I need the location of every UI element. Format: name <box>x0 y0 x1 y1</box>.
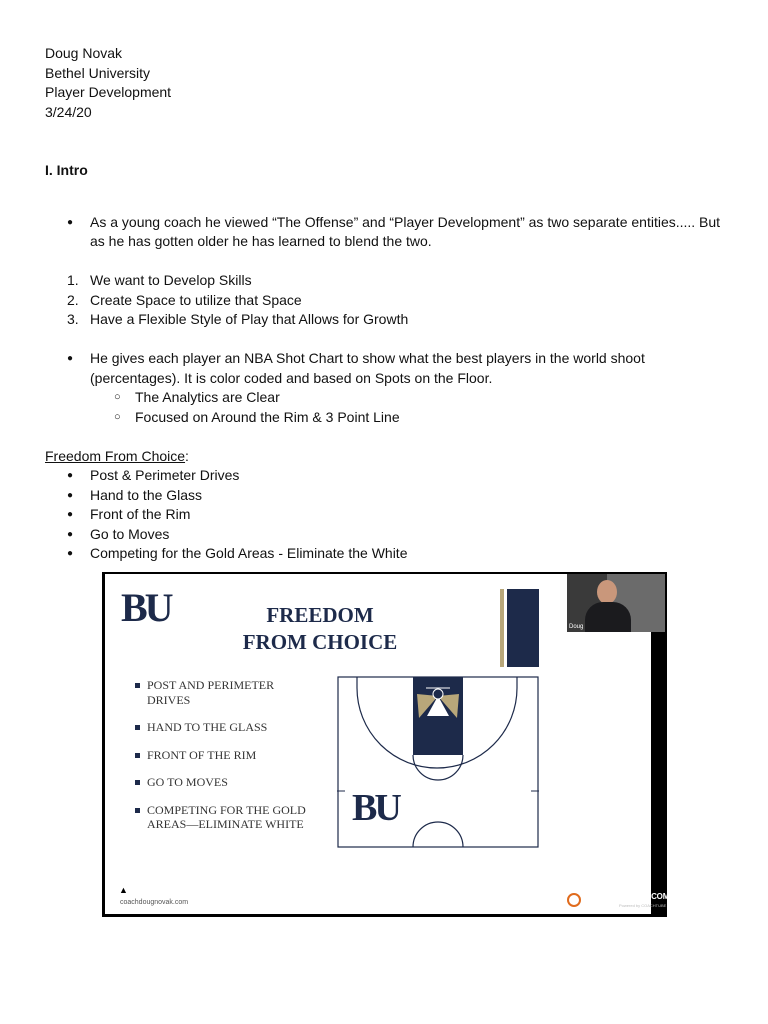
slide-item: POST AND PERIMETER DRIVES <box>135 678 287 707</box>
slide-screenshot <box>102 572 670 917</box>
freedom-heading: Freedom From Choice: <box>45 447 189 464</box>
numbered-item: 3. Have a Flexible Style of Play that Allows for Growth <box>67 311 409 327</box>
presenter-name: Doug <box>569 624 584 630</box>
freedom-item: ● Post & Perimeter Drives <box>45 466 735 486</box>
freedom-item: ● Competing for the Gold Areas - Eliminate the White <box>45 544 735 564</box>
freedom-item: ● Front of the Rim <box>45 505 735 525</box>
presenter-head <box>597 580 617 604</box>
author-name: Doug Novak <box>45 45 123 61</box>
presenter-video <box>567 574 665 632</box>
slide-item: GO TO MOVES <box>135 775 335 790</box>
document-body <box>45 44 735 564</box>
numbered-item: 1. We want to Develop Skills <box>67 272 252 288</box>
date-text: 3/24/20 <box>45 103 92 120</box>
basketball-icon <box>567 893 581 907</box>
mouse-cursor-icon: ▲ <box>119 885 128 895</box>
presenter-body <box>585 602 631 632</box>
numbered-item: 2. Create Space to utilize that Space <box>67 291 302 308</box>
coachesclinic-brand: COACHESCLINIC.COM Powered by COACHTUBE <box>567 890 667 914</box>
sub-bullet: ○ The Analytics are Clear <box>45 388 735 408</box>
sub-bullet: ○ Focused on Around the Rim & 3 Point Line <box>45 408 735 428</box>
section-heading-intro: I. Intro <box>45 162 88 178</box>
numbered-list <box>45 271 735 330</box>
shot-chart-bullet: ● He gives each player an NBA Shot Chart to show what the best players in the world shoot (percentages). It is color coded and based on Spots on the Floor. <box>45 349 735 388</box>
topic-name: Player Development <box>45 84 172 100</box>
slide-item-list <box>135 678 335 845</box>
court-bu-logo: BU <box>352 787 399 829</box>
center-circle <box>413 822 463 847</box>
slide-title: FREEDOM FROM CHOICE <box>242 603 398 654</box>
navy-stripe <box>507 589 539 667</box>
rim <box>433 689 443 699</box>
slide-item: HAND TO THE GLASS <box>135 720 335 735</box>
school-name: Bethel University <box>45 64 151 81</box>
slide-item: FRONT OF THE RIM <box>135 748 335 763</box>
freedom-item: ● Hand to the Glass <box>45 486 735 506</box>
bu-logo: BU <box>121 585 171 630</box>
intro-bullet: ● As a young coach he viewed “The Offense” and “Player Development” as two separate entities..... But as he has gotten older he has learned to blend the two. <box>45 213 735 252</box>
freedom-item: ● Go to Moves <box>45 525 735 545</box>
slide-item: COMPETING FOR THE GOLD AREAS—ELIMINATE WHITE <box>135 803 322 832</box>
gold-stripe <box>500 589 504 667</box>
slide-url: coachdougnovak.com <box>120 899 189 906</box>
